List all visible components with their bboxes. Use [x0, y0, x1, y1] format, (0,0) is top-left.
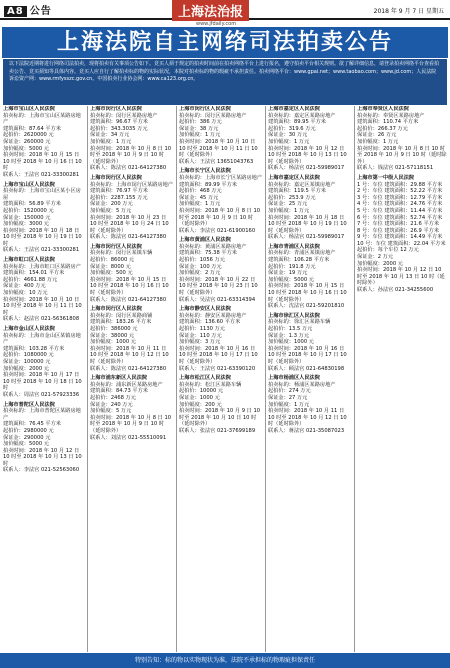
lot-detail-line: 起拍价：2980000 元 — [3, 427, 54, 434]
lot-detail-line: 起拍价：4661.88 万元 — [3, 276, 58, 283]
newspaper-url: www.jfdaily.com — [196, 21, 237, 27]
lot-detail-line: 起拍价：2468 万元 — [90, 394, 136, 401]
lot-detail-line: 拍卖时间：2018 年 10 月 12 日 10 时至 2018 年 10 月 13 日 10 时（延时除外） — [268, 145, 347, 165]
lot-detail-line: 起拍价：468 万元 — [179, 188, 222, 195]
lot-detail-line: 加价幅度：500 元 — [90, 270, 133, 277]
lot-court-heading: 上海市青浦区人民法院 — [268, 243, 320, 250]
lot-detail-line: 联系人：周法官 021-57923336 — [3, 391, 80, 398]
auction-lot — [179, 106, 263, 165]
lot-detail-line: 拍卖时间：2018 年 10 月 8 日 10 时至 2018 年 10 月 9 日 10 时（延时除外） — [90, 145, 172, 165]
lot-detail-line: 保证金：45 万元 — [179, 194, 219, 201]
lot-detail-line: 加价幅度：5 万元 — [90, 207, 132, 214]
lot-detail-line: 保证金：1.3 万元 — [268, 332, 310, 339]
lot-court-heading: 上海市奉贤区人民法院 — [357, 106, 409, 112]
auction-lot — [268, 106, 352, 172]
lot-court-heading: 上海市宝山区人民法院 — [3, 106, 55, 112]
lot-detail-line: 建筑面积：119.5 平方米 — [268, 188, 326, 195]
lot-court-heading: 上海市普陀区人民法院 — [3, 401, 55, 408]
lot-detail-line: 拍卖标的：上海市虹口区某路房产 — [3, 263, 81, 270]
section-label — [4, 2, 52, 17]
lot-detail-line: 联系人：赵法官 021-56361808 — [3, 316, 80, 323]
lot-detail-line: 起拍价：253.9 万元 — [268, 194, 316, 201]
lot-detail-line: 联系人：顾法官 021-64830198 — [268, 365, 345, 372]
lot-court-heading: 上海市第一中级人民法院 — [357, 174, 415, 181]
lot-detail-line: 建筑面积：183.26 平方米 — [90, 319, 152, 326]
lot-detail-line: 加价幅度：1 万元 — [268, 401, 310, 408]
lot-detail-line: 拍卖标的：闵行区某路房地产 — [90, 112, 158, 119]
auction-lot — [268, 313, 352, 372]
lot-detail-line: 拍卖时间：2018 年 10 月 8 日 10 时至 2018 年 10 月 9 日 10 时（延时除外） — [179, 207, 261, 228]
lot-detail-line: 保证金：290000 元 — [3, 434, 51, 441]
lot-detail-line: 拍卖标的：杨浦区某路房地产 — [268, 381, 336, 388]
lot-court-heading: 上海市闵行区人民法院 — [90, 174, 142, 181]
auction-lot — [268, 175, 352, 241]
lot-detail-line: 拍卖时间：2018 年 10 月 15 日 10 时至 2018 年 10 月 16 日 10 时（延时除外） — [90, 276, 169, 297]
lot-detail-line: 拍卖标的：奉贤区某路房地产 — [357, 112, 425, 119]
intro-notice: 以下法院近期将进行网络司法拍卖，现将拍卖有关事项公告如下。竞买人须于规定的拍卖时间前在拍卖网络平台上进行报名，遵守拍卖平台相关规则。欲了解详细信息，请登录拍卖网络平台查看拍卖公告、竞买须知等具体内容。竞买人应自行了解拍卖标的物的实际状况，本院对拍卖标的物的瑕疵不承担责任。拍卖网络平台：www.gpai.net；www.taobao.com；www.jd.com；人民法院诉讼资产网：www.rmfysszc.gov.cn。中国拍卖行业协会网：www.ca123.org.cn。 — [3, 59, 447, 105]
lot-detail-line: 拍卖时间：2018 年 10 月 22 日 10 时至 2018 年 10 月 23 日 10 时（延时除外） — [179, 276, 258, 297]
lot-detail-line: 10 号：车位 建筑面积：22.04 平方米 — [357, 240, 446, 247]
auction-lot — [3, 257, 85, 323]
column-4 — [268, 106, 352, 652]
column-5 — [357, 106, 447, 652]
lot-detail-line: 加价幅度：5000 元 — [3, 441, 49, 448]
lot-court-heading: 上海市杨浦区人民法院 — [268, 375, 320, 382]
lot-detail-line: 加价幅度：3000 元 — [3, 221, 49, 228]
lot-detail-line: 拍卖标的：浦东新区某路房地产 — [90, 381, 163, 388]
lot-detail-line: 拍卖时间：2018 年 10 月 10 日 10 时至 2018 年 10 月 11 日 10 时（延时除外） — [179, 138, 258, 159]
lot-court-heading: 上海市宝山区人民法院 — [3, 181, 55, 188]
lot-detail-line: 加价幅度：1000 元 — [90, 339, 136, 346]
column-divider — [354, 106, 355, 652]
lot-detail-line: 联系人：王法官 021-33300281 — [3, 247, 80, 254]
column-divider — [176, 106, 177, 652]
lot-detail-line: 联系人：王法官 021-63390120 — [179, 365, 256, 372]
auction-lot — [3, 106, 85, 179]
auction-lot — [90, 244, 174, 303]
lot-detail-line: 建筑面积：76.45 平方米 — [3, 421, 61, 428]
lot-detail-line: 联系人：王法官 021-33300281 — [3, 171, 80, 178]
lot-detail-line: 保证金：34 万元 — [90, 132, 130, 139]
lot-detail-line: 1 号：车位 建筑面积：29.88 平方米 — [357, 181, 443, 188]
column-divider — [87, 106, 88, 652]
lot-detail-line: 拍卖标的：黄浦区某路房地产 — [179, 243, 247, 250]
lot-court-heading: 上海市闵行区人民法院 — [90, 243, 142, 250]
lot-detail-line: 保证金：27 万元 — [268, 394, 308, 401]
lot-detail-line: 建筑面积：103.28 平方米 — [3, 345, 65, 352]
lot-detail-line: 联系人：陈法官 021-64127380 — [90, 365, 167, 372]
lot-detail-line: 拍卖时间：2018 年 10 月 16 日 10 时至 2018 年 10 月 17 日 10 时（延时除外） — [179, 345, 258, 365]
auction-lot — [179, 306, 263, 372]
auction-lot — [268, 244, 352, 310]
lot-detail-line: 联系人：王法官 13651043763 — [179, 158, 254, 165]
lot-detail-line: 拍卖标的：嘉定区某路房地产 — [268, 112, 336, 119]
auction-lot — [90, 306, 174, 372]
lot-detail-line: 保证金：19 万元 — [268, 270, 308, 277]
auction-lot — [357, 175, 447, 294]
lot-detail-line: 起拍价：319.6 万元 — [268, 125, 316, 132]
lot-detail-line: 保证金：100 万元 — [179, 263, 222, 270]
lot-detail-line: 起拍价：266.37 万元 — [357, 125, 408, 132]
lot-detail-line: 拍卖时间：2018 年 10 月 8 日 10 时至 2018 年 10 月 9 日 10 时（延时除外） — [357, 145, 447, 165]
lot-detail-line: 7 号：车位 建筑面积：21.6 平方米 — [357, 221, 440, 228]
lot-court-heading: 上海市黄浦区人民法院 — [179, 237, 231, 244]
lot-detail-line: 加价幅度：1 万元 — [179, 132, 221, 139]
lot-detail-line: 联系人：钱法官 021-57118151 — [357, 165, 434, 172]
auction-lot — [3, 326, 85, 399]
lot-detail-line: 加价幅度：5000 元 — [268, 276, 314, 283]
lot-detail-line: 建筑面积：154.01 平方米 — [3, 270, 65, 277]
lot-detail-line: 加价幅度：1 万元 — [268, 207, 310, 214]
lot-detail-line: 拍卖时间：2018 年 10 月 15 日 10 时至 2018 年 10 月 16 日 10 时 — [3, 152, 82, 172]
lot-detail-line: 加价幅度：1 万元 — [90, 138, 132, 145]
lot-detail-line: 加价幅度：1000 元 — [268, 339, 314, 346]
lot-detail-line: 拍卖时间：2018 年 10 月 10 日 10 时至 2018 年 10 月 11 日 10 时 — [3, 296, 82, 316]
lot-detail-line: 保证金：240 万元 — [90, 401, 133, 408]
lot-detail-line: 拍卖时间：2018 年 10 月 18 日 10 时至 2018 年 10 月 19 日 10 时（延时除外） — [268, 214, 347, 234]
lot-detail-line: 加价幅度：3 万元 — [179, 339, 221, 346]
lot-detail-line: 联系人：陈法官 021-64127380 — [90, 296, 167, 303]
lot-detail-line: 建筑面积：106.28 平方米 — [268, 257, 330, 264]
auction-lot — [3, 182, 85, 255]
lot-detail-line: 建筑面积：136.60 平方米 — [179, 319, 241, 326]
lot-detail-line: 联系人：陈法官 021-64127380 — [90, 165, 167, 172]
lot-detail-line: 加价幅度：10 万元 — [3, 290, 48, 297]
lot-detail-line: 拍卖时间：2018 年 10 月 17 日 10 时至 2018 年 10 月 18 日 10 时 — [3, 372, 82, 392]
lot-detail-line: 联系人：孙法官 021-34255600 — [357, 287, 434, 294]
lot-detail-line: 保证金：38000 元 — [90, 332, 135, 339]
auction-lot — [90, 375, 174, 441]
lot-detail-line: 拍卖时间：2018 年 10 月 9 日 10 时至 2018 年 10 月 10 日 10 时（延时除外） — [179, 408, 261, 428]
lot-detail-line: 起拍价：2287.155 万元 — [90, 194, 148, 201]
lot-detail-line: 起拍价：343.3035 万元 — [90, 125, 148, 132]
lot-detail-line: 加价幅度：200 元 — [179, 401, 222, 408]
lot-detail-line: 加价幅度：1 万元 — [268, 138, 310, 145]
footer-notice: 特别告知：标的物以实物现状为准，法院不承担标的物瑕疵担保责任 — [0, 653, 450, 668]
lot-detail-line: 拍卖时间：2018 年 10 月 12 日 10 时至 2018 年 10 月 13 日 10 时（延时除外） — [357, 267, 445, 287]
lot-detail-line: 保证金：1000 元 — [179, 394, 220, 401]
lot-detail-line: 联系人：蒋法官 021-35087023 — [268, 427, 345, 434]
column-divider — [265, 106, 266, 652]
masthead — [0, 0, 450, 20]
lot-detail-line: 加价幅度：1 万元 — [179, 201, 221, 208]
lot-court-heading: 上海市徐汇区人民法院 — [268, 312, 320, 319]
lot-court-heading: 上海市闵行区人民法院 — [90, 106, 142, 112]
lot-detail-line: 保证金：400 万元 — [3, 283, 46, 290]
auction-lot — [179, 237, 263, 303]
lot-detail-line: 联系人：杨法官 021-59989017 — [268, 234, 345, 241]
lot-detail-line: 起拍价：13.5 万元 — [268, 326, 313, 332]
column-1 — [3, 106, 85, 652]
newspaper-logo: 上海法治报 — [172, 0, 249, 21]
column-2 — [90, 106, 174, 652]
lot-detail-line: 拍卖标的：闵行区某路房地产 — [179, 112, 247, 119]
lot-detail-line: 5 号：车位 建筑面积：11.44 平方米 — [357, 207, 443, 214]
lot-court-heading: 上海市静安区人民法院 — [179, 306, 231, 313]
lot-detail-line: 起拍价：1056 万元 — [179, 257, 225, 264]
lot-detail-line: 建筑面积：76.97 平方米 — [90, 188, 148, 195]
lot-court-heading: 上海市长宁区人民法院 — [179, 168, 231, 175]
lot-detail-line: 加价幅度：2000 元 — [3, 365, 49, 372]
lot-detail-line: 加价幅度：5000 元 — [3, 145, 49, 152]
lot-detail-line: 加价幅度：2000 元 — [357, 260, 403, 267]
lot-detail-line: 拍卖标的：上海市金山区某镇房地产 — [3, 332, 81, 346]
section-name: 公告 — [29, 6, 52, 17]
lot-detail-line: 起拍价：2620000 元 — [3, 132, 54, 139]
lot-detail-line: 拍卖标的：青浦区某镇房地产 — [268, 250, 336, 257]
auction-lot — [268, 375, 352, 434]
lot-detail-line: 起拍价：86000 元 — [90, 257, 135, 264]
lot-detail-line: 保证金：150000 元 — [3, 214, 51, 221]
lot-detail-line: 9 号：车位 建筑面积：14.49 平方米 — [357, 234, 443, 241]
lot-detail-line: 起拍价：386 万元 — [179, 119, 222, 126]
lot-detail-line: 加价幅度：1 万元 — [357, 138, 399, 145]
lot-detail-line: 联系人：李法官 021-61900160 — [179, 227, 256, 234]
lot-detail-line: 联系人：刘法官 021-55510091 — [90, 434, 167, 441]
lot-detail-line: 联系人：吴法官 021-63314394 — [179, 296, 256, 303]
auction-lot — [179, 375, 263, 434]
lot-detail-line: 保证金：200 万元 — [90, 201, 133, 208]
lot-detail-line: 联系人：陈法官 021-64127380 — [90, 234, 167, 241]
lot-detail-line: 建筑面积：96.67 平方米 — [90, 119, 148, 126]
lot-detail-line: 起拍价：274 万元 — [268, 388, 311, 395]
auction-columns — [0, 106, 450, 652]
lot-detail-line: 建筑面积：56.89 平方米 — [3, 201, 61, 208]
issue-date: 2018 年 9 月 7 日 星期五 — [373, 8, 444, 15]
lot-detail-line: 起拍价：1130 万元 — [179, 326, 225, 332]
lot-detail-line: 联系人：沈法官 021-59201810 — [268, 303, 345, 310]
lot-detail-line: 建筑面积：89.95 平方米 — [268, 119, 326, 126]
lot-detail-line: 联系人：李法官 021-52563060 — [3, 467, 80, 474]
lot-detail-line: 建筑面积：89.99 平方米 — [179, 181, 237, 188]
lot-detail-line: 联系人：张法官 021-37699189 — [179, 427, 256, 434]
lot-court-heading: 上海市金山区人民法院 — [3, 326, 55, 332]
lot-detail-line: 2 号：车位 建筑面积：52.22 平方米 — [357, 188, 443, 195]
lot-detail-line: 联系人：杨法官 021-59989017 — [268, 165, 345, 172]
lot-detail-line: 4 号：车位 建筑面积：24.76 平方米 — [357, 201, 443, 208]
lot-detail-line: 拍卖标的：上海市长宁区某路房地产 — [179, 174, 263, 181]
lot-detail-line: 拍卖时间：2018 年 10 月 8 日 10 时至 2018 年 10 月 9 日 10 时（延时除外） — [90, 414, 172, 434]
lot-detail-line: 保证金：38 万元 — [179, 125, 219, 132]
lot-detail-line: 建筑面积：87.64 平方米 — [3, 125, 61, 132]
lot-detail-line: 保证金：26 万元 — [357, 132, 397, 139]
lot-detail-line: 拍卖时间：2018 年 10 月 11 日 10 时至 2018 年 10 月 12 日 10 时（延时除外） — [90, 345, 169, 365]
lot-court-heading: 上海市嘉定区人民法院 — [268, 106, 320, 112]
lot-court-heading: 上海市闵行区人民法院 — [90, 306, 142, 313]
lot-detail-line: 保证金：8000 元 — [90, 263, 131, 270]
lot-detail-line: 建筑面积：110.74 平方米 — [357, 119, 419, 126]
lot-detail-line: 拍卖标的：上海市宝山区某小区房屋 — [3, 188, 81, 201]
auction-lot — [90, 106, 174, 172]
page-title: 上海法院自主网络司法拍卖公告 — [56, 30, 393, 55]
column-3 — [179, 106, 263, 652]
lot-detail-line: 起拍价：1080000 元 — [3, 352, 54, 359]
auction-lot — [90, 175, 174, 241]
lot-detail-line: 拍卖标的：上海市闵行区某路房地产 — [90, 181, 174, 188]
lot-detail-line: 加价幅度：2 万元 — [179, 270, 221, 277]
lot-detail-line: 拍卖时间：2018 年 10 月 11 日 10 时至 2018 年 10 月 12 日 10 时（延时除外） — [268, 408, 347, 428]
auction-lot — [179, 168, 263, 234]
lot-detail-line: 拍卖标的：松江区某路车辆 — [179, 381, 242, 388]
lot-detail-line: 拍卖标的：上海市宝山区某路房地产 — [3, 112, 81, 126]
lot-detail-line: 起拍价：386000 元 — [90, 326, 138, 332]
lot-detail-line: 保证金：30 万元 — [268, 132, 308, 139]
lot-detail-line: 拍卖时间：2018 年 10 月 18 日 10 时至 2018 年 10 月 19 日 10 时 — [3, 227, 82, 247]
lot-court-heading: 上海市闵行区人民法院 — [179, 106, 231, 112]
lot-detail-line: 保证金：260000 元 — [3, 138, 51, 145]
lot-detail-line: 起拍价：10000 元 — [179, 388, 224, 395]
lot-detail-line: 加价幅度：5 万元 — [90, 408, 132, 415]
lot-detail-line: 建筑面积：84.73 平方米 — [90, 388, 148, 395]
lot-detail-line: 保证金：25 万元 — [268, 201, 308, 208]
auction-lot — [357, 106, 447, 172]
lot-detail-line: 拍卖时间：2018 年 10 月 23 日 10 时至 2018 年 10 月 24 日 10 时（延时除外） — [90, 214, 169, 234]
lot-detail-line: 拍卖标的：徐汇区某路车辆 — [268, 319, 331, 326]
lot-detail-line: 拍卖时间：2018 年 10 月 12 日 10 时至 2018 年 10 月 13 日 10 时 — [3, 447, 82, 467]
lot-detail-line: 起拍价：1520000 元 — [3, 207, 54, 214]
lot-court-heading: 上海市松江区人民法院 — [179, 375, 231, 382]
lot-detail-line: 保证金：2 万元 — [357, 254, 394, 261]
lot-detail-line: 拍卖时间：2018 年 10 月 15 日 10 时至 2018 年 10 月 16 日 10 时（延时除外） — [268, 283, 347, 303]
lot-court-heading: 上海市虹口区人民法院 — [3, 257, 55, 264]
lot-detail-line: 起拍价：191.8 万元 — [268, 263, 316, 270]
lot-detail-line: 建筑面积：75.38 平方米 — [179, 250, 237, 257]
lot-detail-line: 拍卖标的：嘉定区某镇房地产 — [268, 181, 336, 188]
lot-detail-line: 6 号：车位 建筑面积：52.74 平方米 — [357, 214, 443, 221]
lot-detail-line: 3 号：车位 建筑面积：12.79 平方米 — [357, 194, 443, 201]
lot-detail-line: 8 号：车位 建筑面积：26.9 平方米 — [357, 227, 440, 234]
lot-detail-line: 拍卖标的：静安区某路房地产 — [179, 312, 247, 319]
lot-detail-line: 保证金：110 万元 — [179, 332, 222, 339]
auction-lot — [3, 402, 85, 475]
lot-detail-line: 拍卖标的：闵行区某路商铺 — [90, 312, 153, 319]
section-mark: A8 — [4, 6, 27, 17]
lot-detail-line: 拍卖标的：上海市普陀区某路房地产 — [3, 408, 81, 421]
lot-detail-line: 起拍价：每个车位 12 万元 — [357, 247, 419, 254]
lot-detail-line: 保证金：100000 元 — [3, 358, 51, 365]
lot-court-heading: 上海市嘉定区人民法院 — [268, 174, 320, 181]
lot-court-heading: 上海市浦东新区人民法院 — [90, 375, 148, 382]
title-banner — [2, 27, 448, 58]
lot-detail-line: 拍卖标的：闵行区某镇车辆 — [90, 250, 153, 257]
lot-detail-line: 拍卖时间：2018 年 10 月 16 日 10 时至 2018 年 10 月 17 日 10 时（延时除外） — [268, 345, 347, 365]
